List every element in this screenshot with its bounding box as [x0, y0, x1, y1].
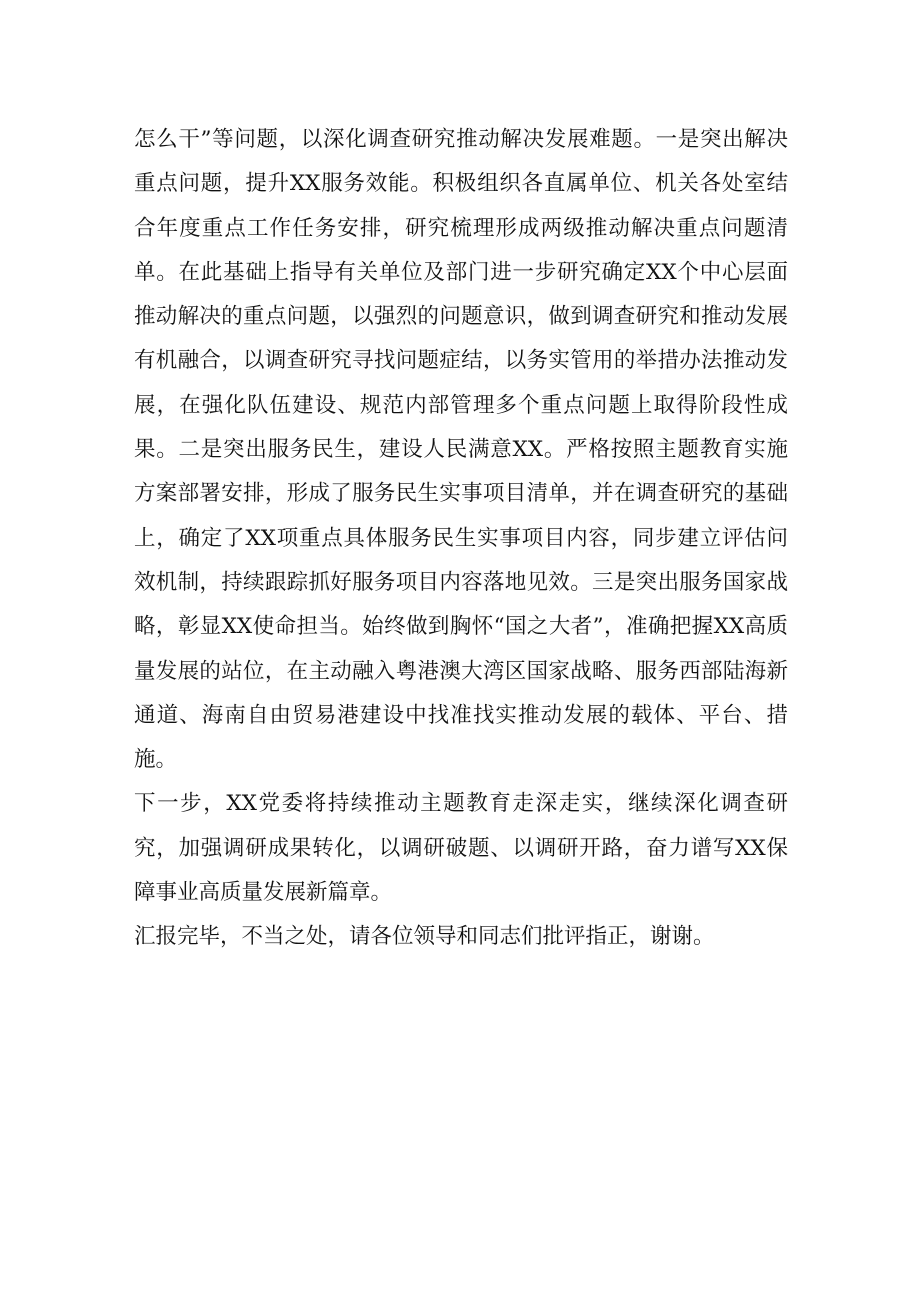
- document-body: [134, 118, 788, 960]
- paragraph-closing: 汇报完毕，不当之处，请各位领导和同志们批评指正，谢谢。: [134, 924, 715, 950]
- paragraph-strategy-measures: 怎么干”等问题，以深化调查研究推动解决发展难题。一是突出解决重点问题，提升XX服务效能。积极组织各直属单位、机关各处室结合年度重点工作任务安排，研究梳理形成两级推动解决重点问题清单。在此基础上指导有关单位及部门进一步研究确定XX个中心层面推动解决的重点问题，以强烈的问题意识，做到调查研究和推动发展有机融合，以调查研究寻找问题症结，以务实管用的举措办法推动发展，在强化队伍建设、规范内部管理多个重点问题上取得阶段性成果。二是突出服务民生，建设人民满意XX。严格按照主题教育实施方案部署安排，形成了服务民生实事项目清单，并在调查研究的基础上，确定了XX项重点具体服务民生实事项目内容，同步建立评估问效机制，持续跟踪抓好服务项目内容落地见效。三是突出服务国家战略，彰显XX使命担当。始终做到胸怀“国之大者”，准确把握XX高质量发展的站位，在主动融入粤港澳大湾区国家战略、服务西部陆海新通道、海南自由贸易港建设中找准找实推动发展的载体、平台、措施。: [134, 127, 788, 773]
- paragraph-next-steps: 下一步，XX党委将持续推动主题教育走深走实，继续深化调查研究，加强调研成果转化，以调研破题、以调研开路，奋力谱写XX保障事业高质量发展新篇章。: [134, 791, 788, 906]
